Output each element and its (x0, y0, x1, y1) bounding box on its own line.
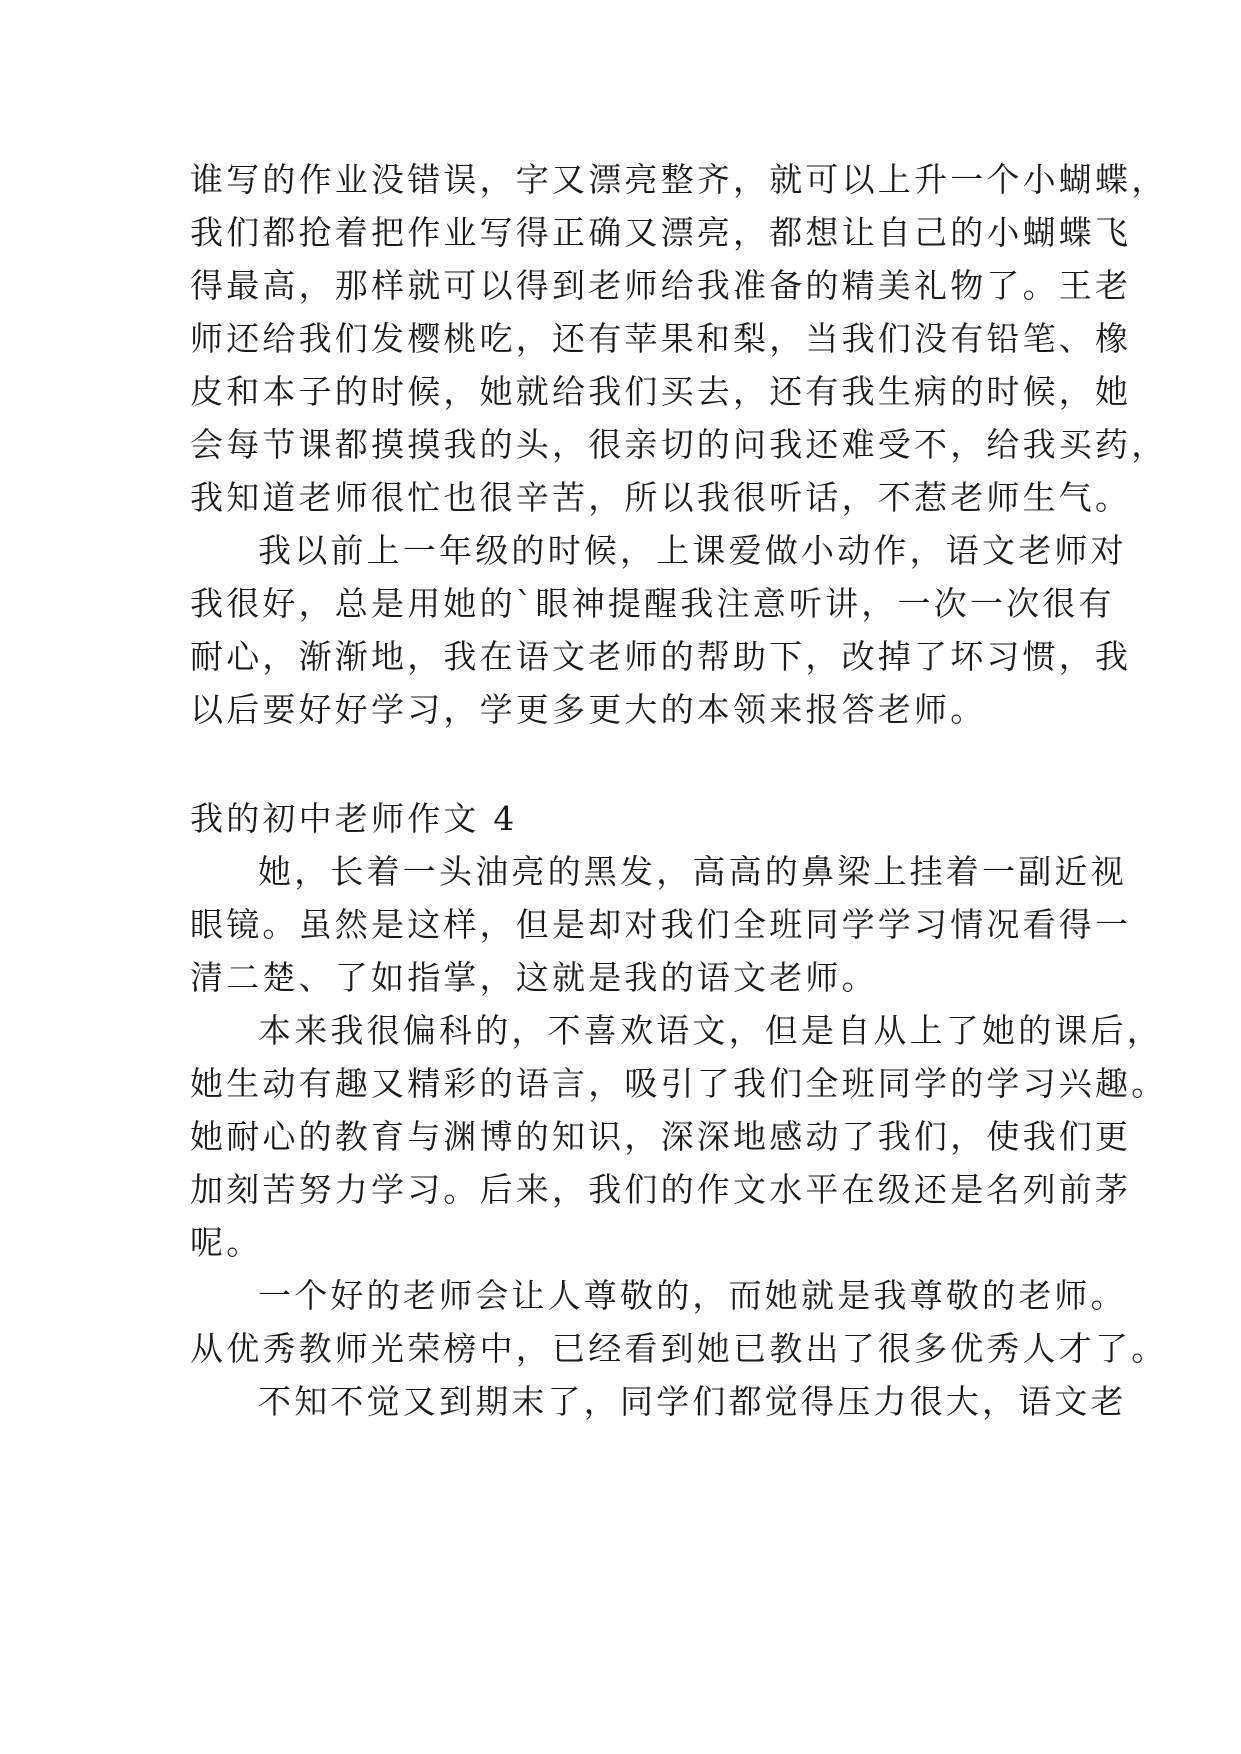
text-line: 得最高，那样就可以得到老师给我准备的精美礼物了。王老 (190, 266, 1132, 305)
text-line: 眼镜。虽然是这样，但是却对我们全班同学学习情况看得一 (190, 905, 1132, 944)
paragraph-first-line: 不知不觉又到期末了，同学们都觉得压力很大，语文老 (258, 1382, 1127, 1421)
text-line: 以后要好好学习，学更多更大的本领来报答老师。 (190, 690, 987, 729)
text-line: 呢。 (190, 1223, 263, 1262)
text-line: 我很好，总是用她的`眼神提醒我注意听讲，一次一次很有 (190, 584, 1115, 623)
text-line: 清二楚、了如指掌，这就是我的语文老师。 (190, 958, 878, 997)
text-line: 师还给我们发樱桃吃，还有苹果和梨，当我们没有铅笔、橡 (190, 319, 1132, 358)
paragraph-first-line: 一个好的老师会让人尊敬的，而她就是我尊敬的老师。 (258, 1276, 1127, 1315)
paragraph-first-line: 我以前上一年级的时候，上课爱做小动作，语文老师对 (258, 531, 1127, 570)
text-line: 耐心，渐渐地，我在语文老师的帮助下，改掉了坏习惯，我 (190, 637, 1132, 676)
paragraph-first-line: 她，长着一头油亮的黑发，高高的鼻梁上挂着一副近视 (258, 852, 1127, 891)
text-line: 皮和本子的时候，她就给我们买去，还有我生病的时候，她 (190, 372, 1132, 411)
text-line: 她耐心的教育与渊博的知识，深深地感动了我们，使我们更 (190, 1117, 1132, 1156)
text-line: 会每节课都摸摸我的头，很亲切的问我还难受不，给我买药， (190, 425, 1168, 464)
paragraph-first-line: 本来我很偏科的，不喜欢语文，但是自从上了她的课后， (258, 1011, 1163, 1050)
text-line: 谁写的作业没错误，字又漂亮整齐，就可以上升一个小蝴蝶， (190, 160, 1168, 199)
text-line: 我们都抢着把作业写得正确又漂亮，都想让自己的小蝴蝶飞 (190, 213, 1132, 252)
text-line: 她生动有趣又精彩的语言，吸引了我们全班同学的学习兴趣。 (190, 1064, 1168, 1103)
text-line: 加刻苦努力学习。后来，我们的作文水平在级还是名列前茅 (190, 1170, 1132, 1209)
text-line: 从优秀教师光荣榜中，已经看到她已教出了很多优秀人才了。 (190, 1329, 1168, 1368)
section-heading: 我的初中老师作文 4 (190, 799, 518, 838)
text-line: 我知道老师很忙也很辛苦，所以我很听话，不惹老师生气。 (190, 478, 1132, 517)
